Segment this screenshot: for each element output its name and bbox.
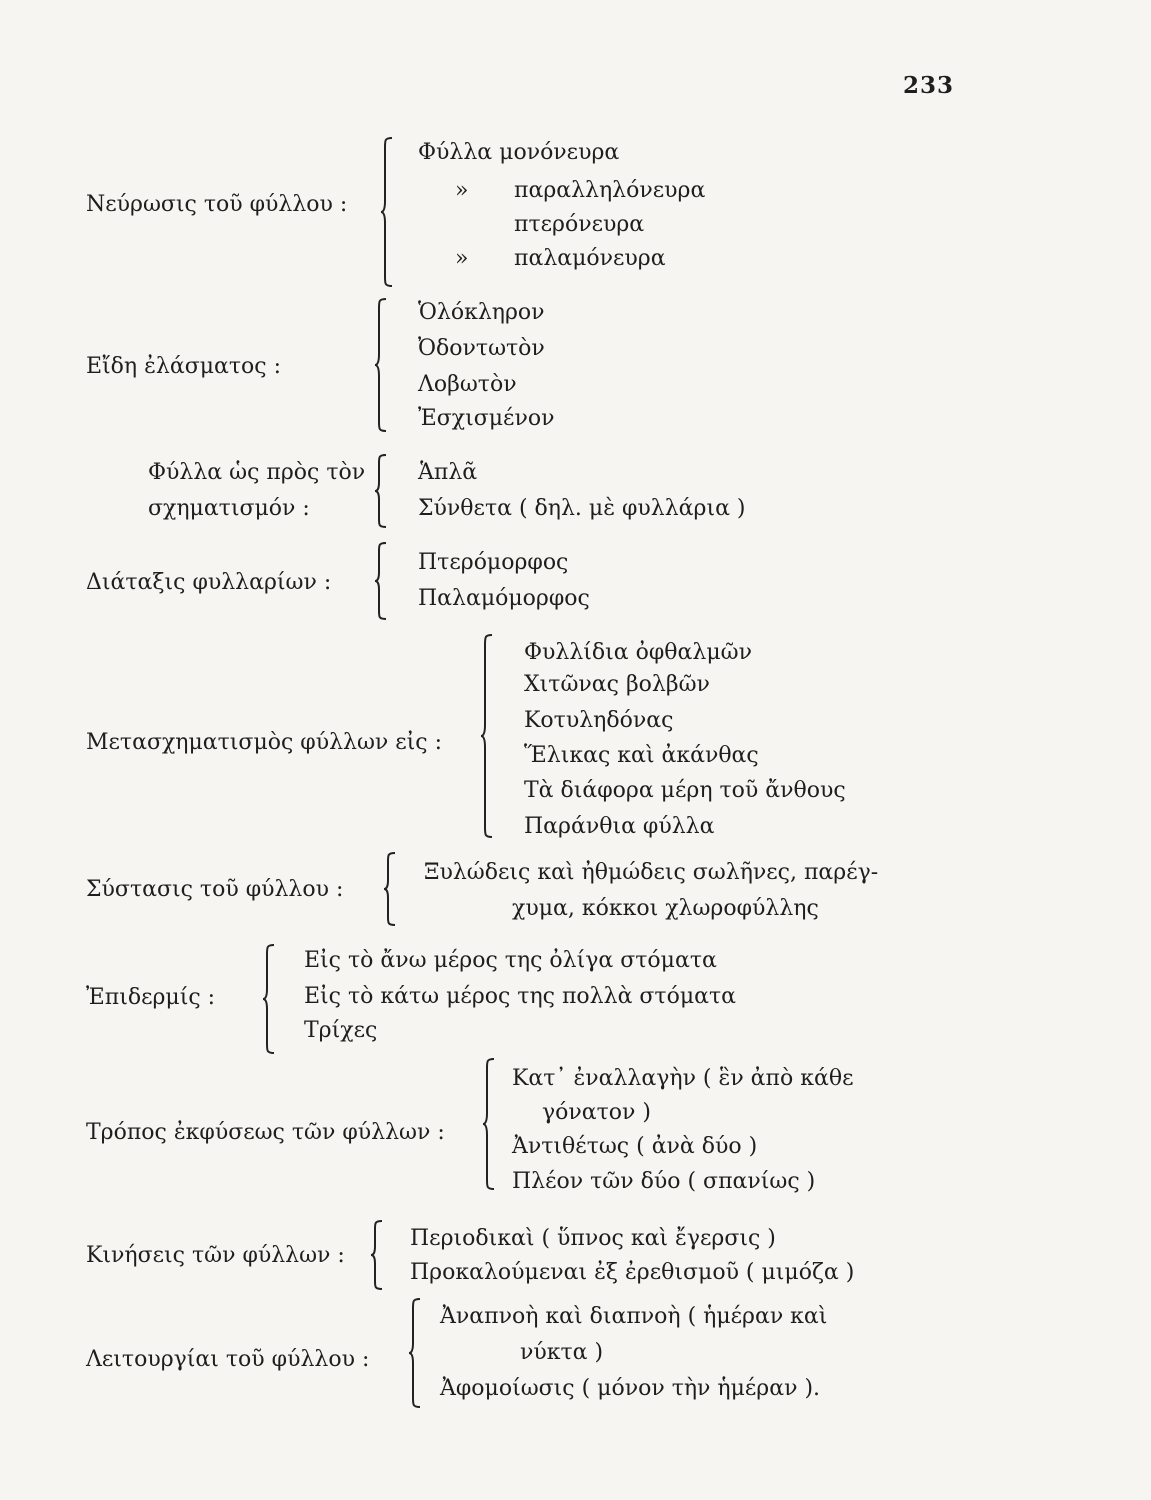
item-epidermis-2: Εἰς τὸ κάτω μέρος της πολλὰ στόματα xyxy=(304,984,737,1009)
item-phyllotaxis-2: Ἀντιθέτως ( ἀνὰ δύο ) xyxy=(512,1134,758,1159)
brace-phyllotaxis xyxy=(482,1058,496,1190)
item-functions-1-cont: νύκτα ) xyxy=(520,1340,604,1365)
item-phyllotaxis-1-cont: γόνατον ) xyxy=(542,1100,651,1125)
brace-leaflet-arrangement xyxy=(374,542,388,620)
brace-composition xyxy=(383,852,397,926)
brace-venation xyxy=(380,137,394,287)
ditto-mark: » xyxy=(455,178,469,203)
item-venation-2: παραλληλόνευρα xyxy=(514,178,706,203)
item-arrangement-1: Πτερόμορφος xyxy=(418,550,569,575)
label-movements: Κινήσεις τῶν φύλλων : xyxy=(86,1243,345,1268)
brace-blade-types xyxy=(374,298,388,432)
item-functions-2: Ἀφομοίωσις ( μόνον τὴν ἡμέραν ). xyxy=(440,1376,821,1401)
item-epidermis-1: Εἰς τὸ ἄνω μέρος της ὀλίγα στόματα xyxy=(304,948,717,973)
item-transformation-3: Κοτυληδόνας xyxy=(524,708,674,733)
item-transformation-4: Ἕλικας καὶ ἀκάνθας xyxy=(524,743,759,768)
brace-formation xyxy=(374,454,388,528)
item-composition-1: Ξυλώδεις καὶ ἠθμώδεις σωλῆνες, παρέγ- xyxy=(424,860,879,885)
item-blade-4: Ἐσχισμένον xyxy=(418,406,555,431)
label-leaflet-arrangement: Διάταξις φυλλαρίων : xyxy=(86,570,332,595)
label-composition: Σύστασις τοῦ φύλλου : xyxy=(86,877,344,902)
item-formation-2: Σύνθετα ( δηλ. μὲ φυλλάρια ) xyxy=(418,496,746,521)
label-functions: Λειτουργίαι τοῦ φύλλου : xyxy=(86,1347,370,1372)
item-movements-2: Προκαλούμεναι ἐξ ἐρεθισμοῦ ( μιμόζα ) xyxy=(410,1260,855,1285)
item-venation-1: Φύλλα μονόνευρα xyxy=(418,140,620,165)
label-venation: Νεύρωσις τοῦ φύλλου : xyxy=(86,192,348,217)
item-venation-3: πτερόνευρα xyxy=(514,212,645,237)
label-formation-line-2: σχηματισμόν : xyxy=(148,496,310,521)
ditto-mark: » xyxy=(455,246,469,271)
brace-epidermis xyxy=(262,944,276,1054)
label-formation-line-1: Φύλλα ὡς πρὸς τὸν xyxy=(148,460,366,485)
item-blade-2: Ὀδοντωτὸν xyxy=(418,336,545,361)
brace-movements xyxy=(370,1220,384,1290)
label-transformation: Μετασχηματισμὸς φύλλων εἰς : xyxy=(86,730,443,755)
item-epidermis-3: Τρίχες xyxy=(304,1018,378,1043)
label-blade-types: Εἴδη ἐλάσματος : xyxy=(86,354,282,379)
brace-functions xyxy=(408,1298,422,1408)
brace-transformation xyxy=(480,634,494,838)
item-transformation-2: Χιτῶνας βολβῶν xyxy=(524,672,710,697)
item-transformation-1: Φυλλίδια ὀφθαλμῶν xyxy=(524,640,752,665)
item-blade-1: Ὁλόκληρον xyxy=(418,300,545,325)
item-arrangement-2: Παλαμόμορφος xyxy=(418,586,590,611)
item-movements-1: Περιοδικαὶ ( ὕπνος καὶ ἔγερσις ) xyxy=(410,1226,776,1251)
page-number: 233 xyxy=(903,72,955,99)
item-composition-2: χυμα, κόκκοι χλωροφύλλης xyxy=(512,896,819,921)
item-functions-1: Ἀναπνοὴ καὶ διαπνοὴ ( ἡμέραν καὶ xyxy=(440,1304,828,1329)
item-blade-3: Λοβωτὸν xyxy=(418,372,517,397)
item-phyllotaxis-3: Πλέον τῶν δύο ( σπανίως ) xyxy=(512,1169,816,1194)
item-transformation-6: Παράνθια φύλλα xyxy=(524,814,715,839)
item-transformation-5: Τὰ διάφορα μέρη τοῦ ἄνθους xyxy=(524,778,846,803)
label-phyllotaxis: Τρόπος ἐκφύσεως τῶν φύλλων : xyxy=(86,1120,445,1145)
label-epidermis: Ἐπιδερμίς : xyxy=(86,985,216,1010)
item-phyllotaxis-1: Κατ᾽ ἐναλλαγὴν ( ἓν ἀπὸ κάθε xyxy=(512,1066,854,1091)
item-formation-1: Ἁπλᾶ xyxy=(418,460,478,485)
item-venation-4: παλαμόνευρα xyxy=(514,246,666,271)
